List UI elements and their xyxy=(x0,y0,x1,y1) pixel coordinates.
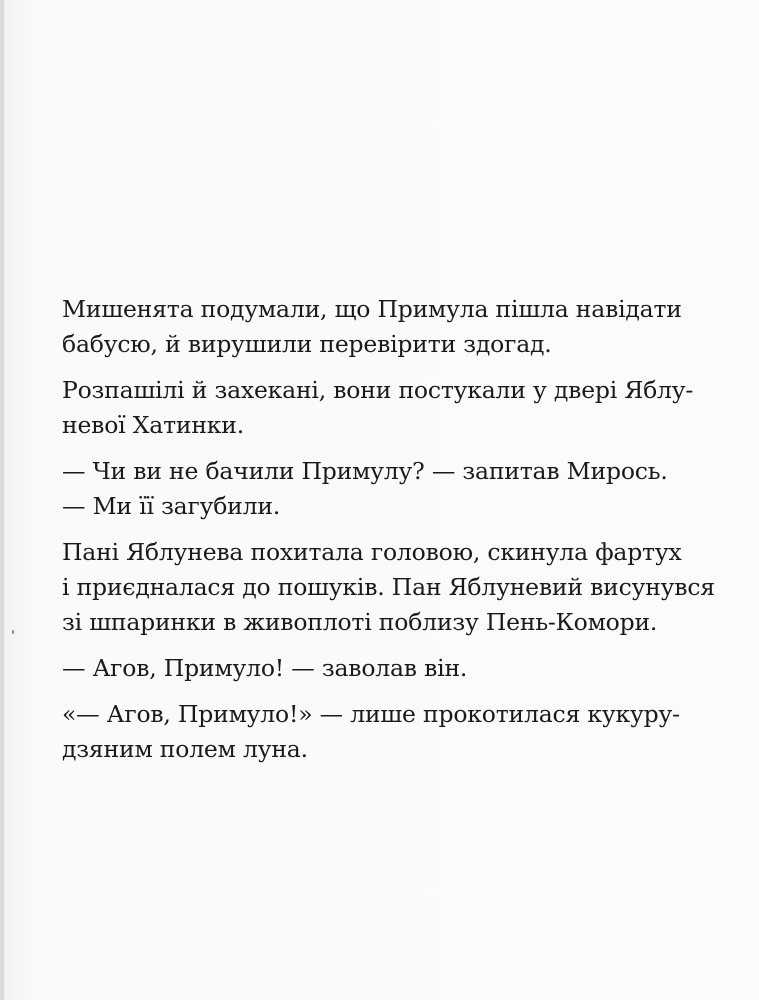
text-line: — Агов, Примуло! — заволав він. xyxy=(62,654,468,682)
text-line: дзяним полем луна. xyxy=(62,735,308,763)
text-line: зі шпаринки в живоплоті поблизу Пень-Комори. xyxy=(62,608,658,636)
scan-speck xyxy=(12,630,14,634)
paragraph-2 xyxy=(62,373,694,443)
text-line: Пані Яблунева похитала головою, скинула фартух xyxy=(62,538,682,566)
paragraph-5 xyxy=(62,651,662,686)
text-line: Розпашілі й захекані, вони постукали у двері Яблу- xyxy=(62,376,694,404)
text-line: Мишенята подумали, що Примула пішла навідати xyxy=(62,295,682,323)
body-text xyxy=(62,292,715,778)
text-line: і приєдналася до пошуків. Пан Яблуневий висунувся xyxy=(62,573,715,601)
paragraph-1 xyxy=(62,292,682,362)
paragraph-3 xyxy=(62,454,668,524)
page-spine-edge xyxy=(0,0,4,1000)
text-line: — Чи ви не бачили Примулу? — запитав Мирось. xyxy=(62,457,668,485)
text-line: невої Хатинки. xyxy=(62,411,245,439)
text-line: бабусю, й вирушили перевірити здогад. xyxy=(62,330,552,358)
text-line: — Ми її загубили. xyxy=(62,492,281,520)
paragraph-6 xyxy=(62,697,680,767)
paragraph-4 xyxy=(62,535,715,640)
text-line: «— Агов, Примуло!» — лише прокотилася кукуру- xyxy=(62,700,680,728)
